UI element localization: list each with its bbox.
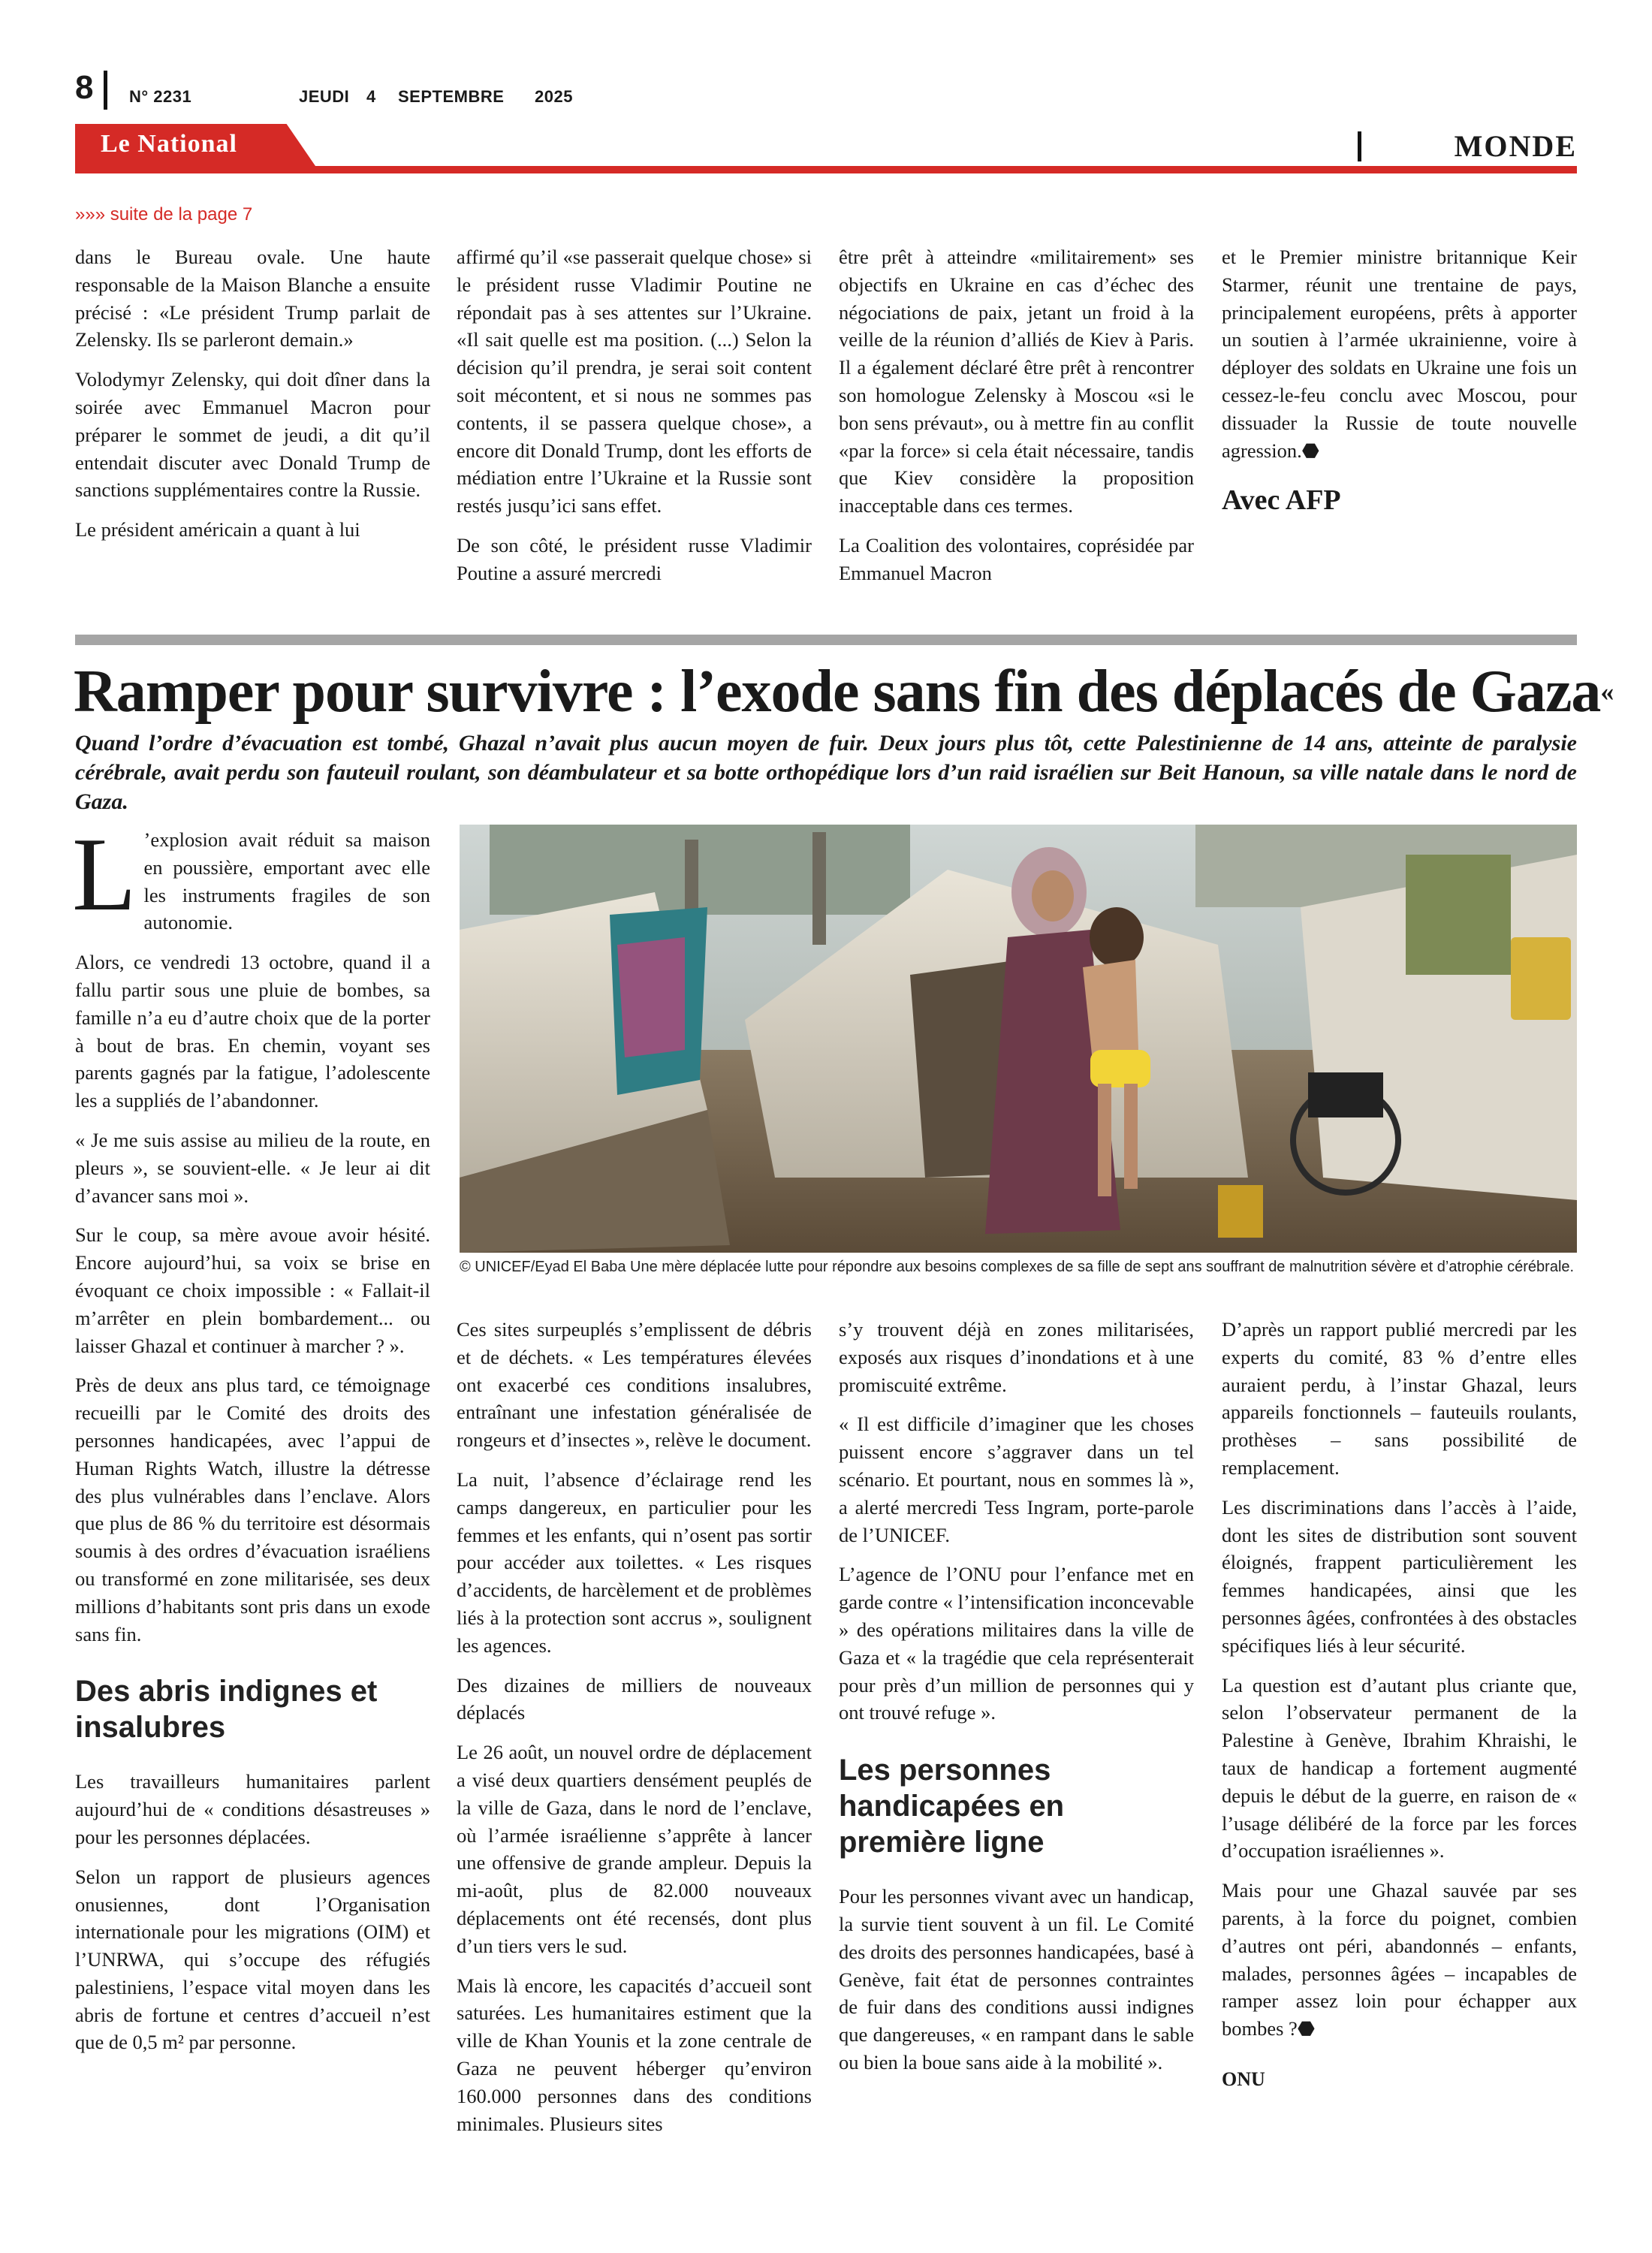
paragraph: et le Premier ministre britannique Keir Starmer, réunit une trentaine de pays, principalement européens, prêts à apporter un soutien à l’armée ukrainienne, voire à déployer des soldats en Ukraine une fois un cessez-le-feu conclu avec Moscou, pour dissuader la Russie de toute nouvelle agression.⬣	[1222, 246, 1577, 462]
main-column-3	[839, 1316, 1194, 2077]
paragraph: L’agence de l’ONU pour l’enfance met en garde contre « l’intensification inconcevable » des opérations militaires dans la ville de Gaza et « la tragédie que cela représenterait pour près d’un million de personnes qui y ont trouvé refuge ».	[839, 1563, 1194, 1724]
article-headline	[74, 658, 1613, 726]
continuation-note: »»» suite de la page 7	[75, 204, 253, 225]
headline-text: Ramper pour survivre : l’exode sans fin des déplacés de Gaza	[74, 659, 1601, 725]
top-article-column-2	[457, 243, 812, 587]
paragraph: Les discriminations dans l’accès à l’aide, dont les sites de distribution sont souvent éloignés, frappent particulièrement les femmes handicapées, ainsi que les personnes âgées, confrontées à des obstacles spécifiques liés à leur sécurité.	[1222, 1495, 1577, 1657]
first-paragraph	[72, 816, 430, 936]
paragraph: dans le Bureau ovale. Une haute responsable de la Maison Blanche a ensuite précisé : «Le président Trump parlait de Zelensky. Ils se parleront demain.»	[75, 246, 430, 351]
top-article-column-3	[839, 243, 1194, 587]
section-name: MONDE	[1454, 129, 1577, 163]
photo-illustration	[460, 825, 1577, 1253]
main-column-4	[1222, 1316, 1577, 2091]
paragraph: Près de deux ans plus tard, ce témoignage recueilli par le Comité des droits des personnes handicapées, avec l’appui de Human Rights Watch, illustre la détresse des plus vulnérables dans l’enclave. Alors que plus de 86 % du territoire est désormais soumis à des ordres d’évacuation israéliens ou transformé en zone militarisée, ses deux millions d’habitants sont pris dans un exode sans fin.	[75, 1374, 430, 1645]
article-lead: Quand l’ordre d’évacuation est tombé, Ghazal n’avait plus aucun moyen de fuir. Deux jours plus tôt, cette Palestinienne de 14 ans, atteinte de paralysie cérébrale, avait perdu son fauteuil roulant, son déambulateur et sa botte orthopédique lors d’un raid israélien sur Beit Hanoun, sa ville natale dans le nord de Gaza.	[75, 731, 1577, 814]
photo-caption: © UNICEF/Eyad El Baba Une mère déplacée lutte pour répondre aux besoins complexes de sa fille de sept ans souffrant de malnutrition sévère et d’atrophie cérébrale.	[460, 1259, 1575, 1275]
paragraph: Pour les personnes vivant avec un handicap, la survie tient souvent à un fil. Le Comité des droits des personnes handicapées, basé à Genève, fait état de personnes contraintes de fuir dans des conditions aussi indignes que dangereuses, « en rampant dans le sable ou bien la boue sans aide à la mobilité ».	[839, 1885, 1194, 2074]
paragraph: Mais pour une Ghazal sauvée par ses parents, à la force du poignet, combien d’autres ont péri, abandonnés – enfants, malades, personnes âgées – incapables de ramper assez loin pour échapper aux bombes ?⬣	[1222, 1879, 1577, 2040]
paragraph: Alors, ce vendredi 13 octobre, quand il a fallu partir sous une pluie de bombes, sa famille n’a eu d’autre choix que de la porter à bout de bras. En chemin, voyant ses parents gagnés par la fatigue, l’adolescente les a suppliés de l’abandonner.	[75, 951, 430, 1112]
paragraph: Volodymyr Zelensky, qui doit dîner dans la soirée avec Emmanuel Macron pour préparer le sommet de jeudi, a dit qu’il entendait discuter avec Donald Trump de sanctions supplémentaires contre la Russie.	[75, 368, 430, 502]
paragraph: « Il est difficile d’imaginer que les choses puissent encore s’aggraver dans un tel scénario. Et pourtant, nous en sommes là », a alerté mercredi Tess Ingram, porte-parole de l’UNICEF.	[839, 1413, 1194, 1546]
issue-number: N° 2231	[129, 87, 192, 106]
main-column-2	[457, 1316, 812, 2137]
paragraph: Mais là encore, les capacités d’accueil sont saturées. Les humanitaires estiment que la ville de Khan Younis et la zone centrale de Gaza ne peuvent héberger qu’environ 160.000 personnes dans des conditions minimales. Plusieurs sites	[457, 1974, 812, 2135]
paragraph: La question est d’autant plus criante que, selon l’observateur permanent de la Palestine à Genève, Ibrahim Khraishi, le taux de handicap a fortement augmenté depuis le début de la guerre, en raison de « l’usage délibéré de la force par les forces d’occupation israéliennes ».	[1222, 1673, 1577, 1862]
first-paragraph-text: ’explosion avait réduit sa maison en poussière, emportant avec elle les instruments fragiles de son autonomie.	[143, 828, 430, 934]
paragraph: Sur le coup, sa mère avoue avoir hésité. Encore aujourd’hui, sa voix se brise en évoquant ce choix impossible : « Fallait-il m’arrêter en plein bombardement... ou laisser Ghazal et continuer à marcher ? ».	[75, 1223, 430, 1357]
section-divider	[1358, 131, 1361, 161]
paragraph: Ces sites surpeuplés s’emplissent de débris et de déchets. « Les températures élevées ont exacerbé ces conditions insalubres, entraînant une infestation généralisée de rongeurs et d’insectes », relève le document.	[457, 1318, 812, 1452]
paragraph: affirmé qu’il «se passerait quelque chose» si le président russe Vladimir Poutine ne répondait pas à ses attentes sur l’Ukraine. «Il sait quelle est ma position. (...) Selon la décision qu’il prendra, je serai soit content soit mécontent, et si nous ne sommes pas contents, il se passera quelque chose», a encore dit Donald Trump, dont les efforts de médiation entre l’Ukraine et la Russie sont restés jusqu’ici sans effet.	[457, 246, 812, 517]
top-article-column-4	[1222, 243, 1577, 517]
article-signature: ONU	[1222, 2068, 1265, 2090]
date-month: SEPTEMBRE	[398, 87, 505, 106]
brand-name: Le National	[101, 130, 237, 158]
paragraph: Selon un rapport de plusieurs agences onusiennes, dont l’Organisation internationale pour les migrations (OIM) et l’UNRWA, qui s’occupe des réfugiés palestiniens, l’espace vital moyen dans les abris de fortune et centres d’accueil n’est que de 0,5 m² par personne.	[75, 1865, 430, 2054]
paragraph: Les travailleurs humanitaires parlent aujourd’hui de « conditions désastreuses » pour les personnes déplacées.	[75, 1770, 430, 1848]
subheading-disabled-people: Les personnes handicapées en première ligne	[839, 1754, 1065, 1859]
date-day: JEUDI	[299, 87, 350, 106]
paragraph: être prêt à atteindre «militairement» ses objectifs en Ukraine en cas d’échec des négociations de paix, jetant un froid à la veille de la réunion d’alliés de Kiev à Paris. Il a également déclaré être prêt à rencontrer son homologue Zelensky à Moscou «si le bon sens prévaut», ou à mettre fin au conflit «par la force» si cela était nécessaire, tandis que Kiev considère la proposition inacceptable dans ces termes.	[839, 246, 1194, 517]
paragraph: Le président américain a quant à lui	[75, 518, 360, 541]
masthead-rule	[75, 166, 1577, 173]
paragraph: Le 26 août, un nouvel ordre de déplacement a visé deux quartiers densément peuplés de la ville de Gaza, dans le nord de l’enclave, où l’armée israélienne s’apprête à lancer une offensive de grande ampleur. Depuis la mi-août, plus de 82.000 nouveaux déplacements ont été recensés, dont plus d’un tiers vers le sud.	[457, 1741, 812, 1957]
page-number-divider	[104, 71, 107, 110]
page-number: 8	[75, 69, 94, 106]
date-number: 4	[366, 87, 376, 106]
paragraph: « Je me suis assise au milieu de la route, en pleurs », se souvient-elle. « Je leur ai dit d’avancer sans moi ».	[75, 1128, 430, 1207]
subheading-shelters: Des abris indignes et insalubres	[75, 1675, 378, 1745]
paragraph: Des dizaines de milliers de nouveaux déplacés	[457, 1673, 812, 1724]
article-signature: Avec AFP	[1222, 484, 1341, 517]
headline-quote-mark: «	[1600, 677, 1614, 707]
article-photo	[460, 825, 1577, 1253]
drop-cap: L	[72, 816, 137, 933]
paragraph: D’après un rapport publié mercredi par les experts du comité, 83 % d’entre elles auraient perdu, à l’instar Ghazal, leurs appareils fonctionnels – fauteuils roulants, prothèses – sans possibilité de remplacement.	[1222, 1318, 1577, 1479]
paragraph: La nuit, l’absence d’éclairage rend les camps dangereux, en particulier pour les femmes et les enfants, qui n’osent pas sortir pour accéder aux toilettes. « Les risques d’accidents, de harcèlement et de problèmes liés à la protection sont accrus », soulignent les agences.	[457, 1467, 812, 1657]
date-year: 2025	[535, 87, 573, 106]
paragraph: La Coalition des volontaires, coprésidée par Emmanuel Macron	[839, 533, 1194, 584]
paragraph: De son côté, le président russe Vladimir Poutine a assuré mercredi	[457, 533, 812, 584]
article-separator	[75, 635, 1577, 645]
top-article-column-1	[75, 243, 430, 544]
masthead-bar	[75, 124, 1577, 178]
main-column-1	[72, 816, 430, 2056]
paragraph: s’y trouvent déjà en zones militarisées, exposés aux risques d’inondations et à une promiscuité extrême.	[839, 1318, 1194, 1396]
